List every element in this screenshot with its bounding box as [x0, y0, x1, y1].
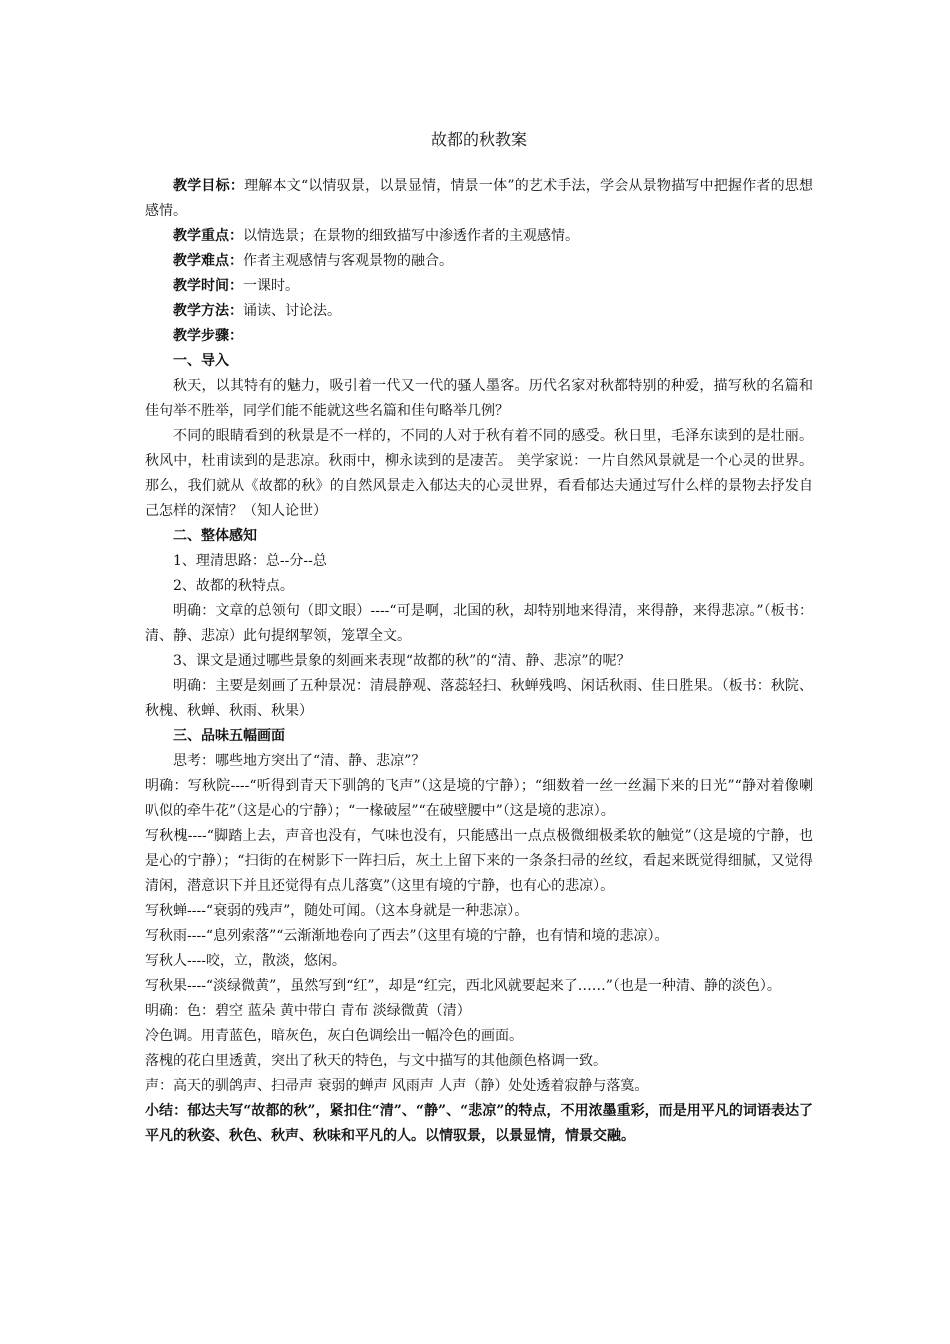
- teaching-method: [145, 299, 813, 324]
- teaching-keypoint: [145, 224, 813, 249]
- teaching-time: [145, 274, 813, 299]
- teaching-time-text: 一课时。: [243, 278, 299, 294]
- section-heading-scenes: 三、品味五幅画面: [173, 728, 285, 744]
- scene-sound-analysis: 声：高天的驯鸽声、扫帚声 衰弱的蝉声 风雨声 人声（静）处处透着寂静与落寞。: [145, 1078, 649, 1094]
- overview-item-2: 2、故都的秋特点。: [173, 578, 294, 594]
- teaching-method-label: 教学方法：: [173, 303, 243, 319]
- document-page: [145, 128, 813, 1149]
- scene-autumn-cicada: 写秋蝉----“衰弱的残声”，随处可闻。（这本身就是一种悲凉）。: [145, 903, 529, 919]
- teaching-time-label: 教学时间：: [173, 278, 243, 294]
- scene-color-analysis: 明确：色：碧空 蓝朵 黄中带白 青布 淡绿微黄（清）: [145, 1003, 471, 1019]
- teaching-keypoint-text: 以情选景；在景物的细致描写中渗透作者的主观感情。: [243, 228, 579, 244]
- teaching-objective-label: 教学目标：: [173, 178, 245, 194]
- document-title: 故都的秋教案: [430, 130, 527, 149]
- teaching-difficulty-text: 作者主观感情与客观景物的融合。: [243, 253, 453, 269]
- scene-autumn-people: 写秋人----咬，立，散淡，悠闲。: [145, 953, 346, 969]
- intro-paragraph-2: 不同的眼睛看到的秋景是不一样的，不同的人对于秋有着不同的感受。秋日里，毛泽东读到的是壮丽。秋风中，杜甫读到的是悲凉。秋雨中，柳永读到的是凄苦。 美学家说：一片自然风景就是一个心灵的世界。那么，我们就从《故都的秋》的自然风景走入郁达夫的心灵世界，看看郁达夫通过写什么样的景物去抒发自己怎样的深情？（知人论世）: [145, 428, 813, 519]
- teaching-keypoint-label: 教学重点：: [173, 228, 243, 244]
- overview-answer-2: 明确：主要是刻画了五种景况：清晨静观、落蕊轻扫、秋蝉残鸣、闲话秋雨、佳日胜果。（板书：秋院、秋槐、秋蝉、秋雨、秋果）: [145, 678, 813, 719]
- overview-answer-1: 明确：文章的总领句（即文眼）----“可是啊，北国的秋，却特别地来得清，来得静，来得悲凉。”（板书：清、静、悲凉）此句提纲挈领，笼罩全文。: [145, 603, 813, 644]
- scene-cool-tone: 冷色调。用青蓝色，暗灰色，灰白色调绘出一幅冷色的画面。: [145, 1028, 523, 1044]
- teaching-objective: [145, 174, 813, 224]
- teaching-method-text: 诵读、讨论法。: [243, 303, 341, 319]
- scene-autumn-fruit: 写秋果----“淡绿微黄”，虽然写到“红”，却是“红完，西北风就要起来了……”（也是一种清、静的淡色）。: [145, 978, 781, 994]
- overview-item-1: 1、理清思路：总--分--总: [173, 553, 327, 569]
- section-heading-intro: 一、导入: [173, 353, 229, 369]
- teaching-difficulty-label: 教学难点：: [173, 253, 243, 269]
- overview-item-3: 3、课文是通过哪些景象的刻画来表现“故都的秋”的“清、静、悲凉”的呢？: [173, 653, 631, 669]
- teaching-difficulty: [145, 249, 813, 274]
- intro-paragraph-1: 秋天，以其特有的魅力，吸引着一代又一代的骚人墨客。历代名家对秋都特别的种爱，描写秋的名篇和佳句举不胜举，同学们能不能就这些名篇和佳句略举几例？: [145, 378, 813, 419]
- scene-autumn-locust: 写秋槐----“脚踏上去，声音也没有，气味也没有，只能感出一点点极微细极柔软的触觉”（这是境的宁静，也是心的宁静）；“扫街的在树影下一阵扫后，灰土上留下来的一条条扫帚的丝纹，看起来既觉得细腻，又觉得清闲，潜意识下并且还觉得有点儿落寞”（这里有境的宁静，也有心的悲凉）。: [145, 828, 813, 894]
- teaching-steps-label: 教学步骤：: [173, 328, 243, 344]
- scenes-question: 思考：哪些地方突出了“清、静、悲凉”？: [173, 753, 426, 769]
- scene-autumn-rain: 写秋雨----“息列索落”“云渐渐地卷向了西去”（这里有境的宁静，也有情和境的悲凉）。: [145, 928, 669, 944]
- scene-autumn-yard: 明确：写秋院----“听得到青天下驯鸽的飞声”（这是境的宁静）；“细数着一丝一丝漏下来的日光”“静对着像喇叭似的牵牛花”（这是心的宁静）；“一椽破屋”“在破壁腰中”（这是境的悲凉）。: [145, 778, 813, 819]
- teaching-objective-text: 理解本文“以情驭景，以景显情，情景一体”的艺术手法，学会从景物描写中把握作者的思想感情。: [145, 178, 814, 219]
- lesson-summary: 小结：郁达夫写“故都的秋”，紧扣住“清”、“静”、“悲凉”的特点，不用浓墨重彩，而是用平凡的词语表达了平凡的秋姿、秋色、秋声、秋味和平凡的人。以情驭景，以景显情，情景交融。: [145, 1103, 813, 1144]
- scene-locust-flower: 落槐的花白里透黄，突出了秋天的特色，与文中描写的其他颜色格调一致。: [145, 1053, 607, 1069]
- section-heading-overview: 二、整体感知: [173, 528, 257, 544]
